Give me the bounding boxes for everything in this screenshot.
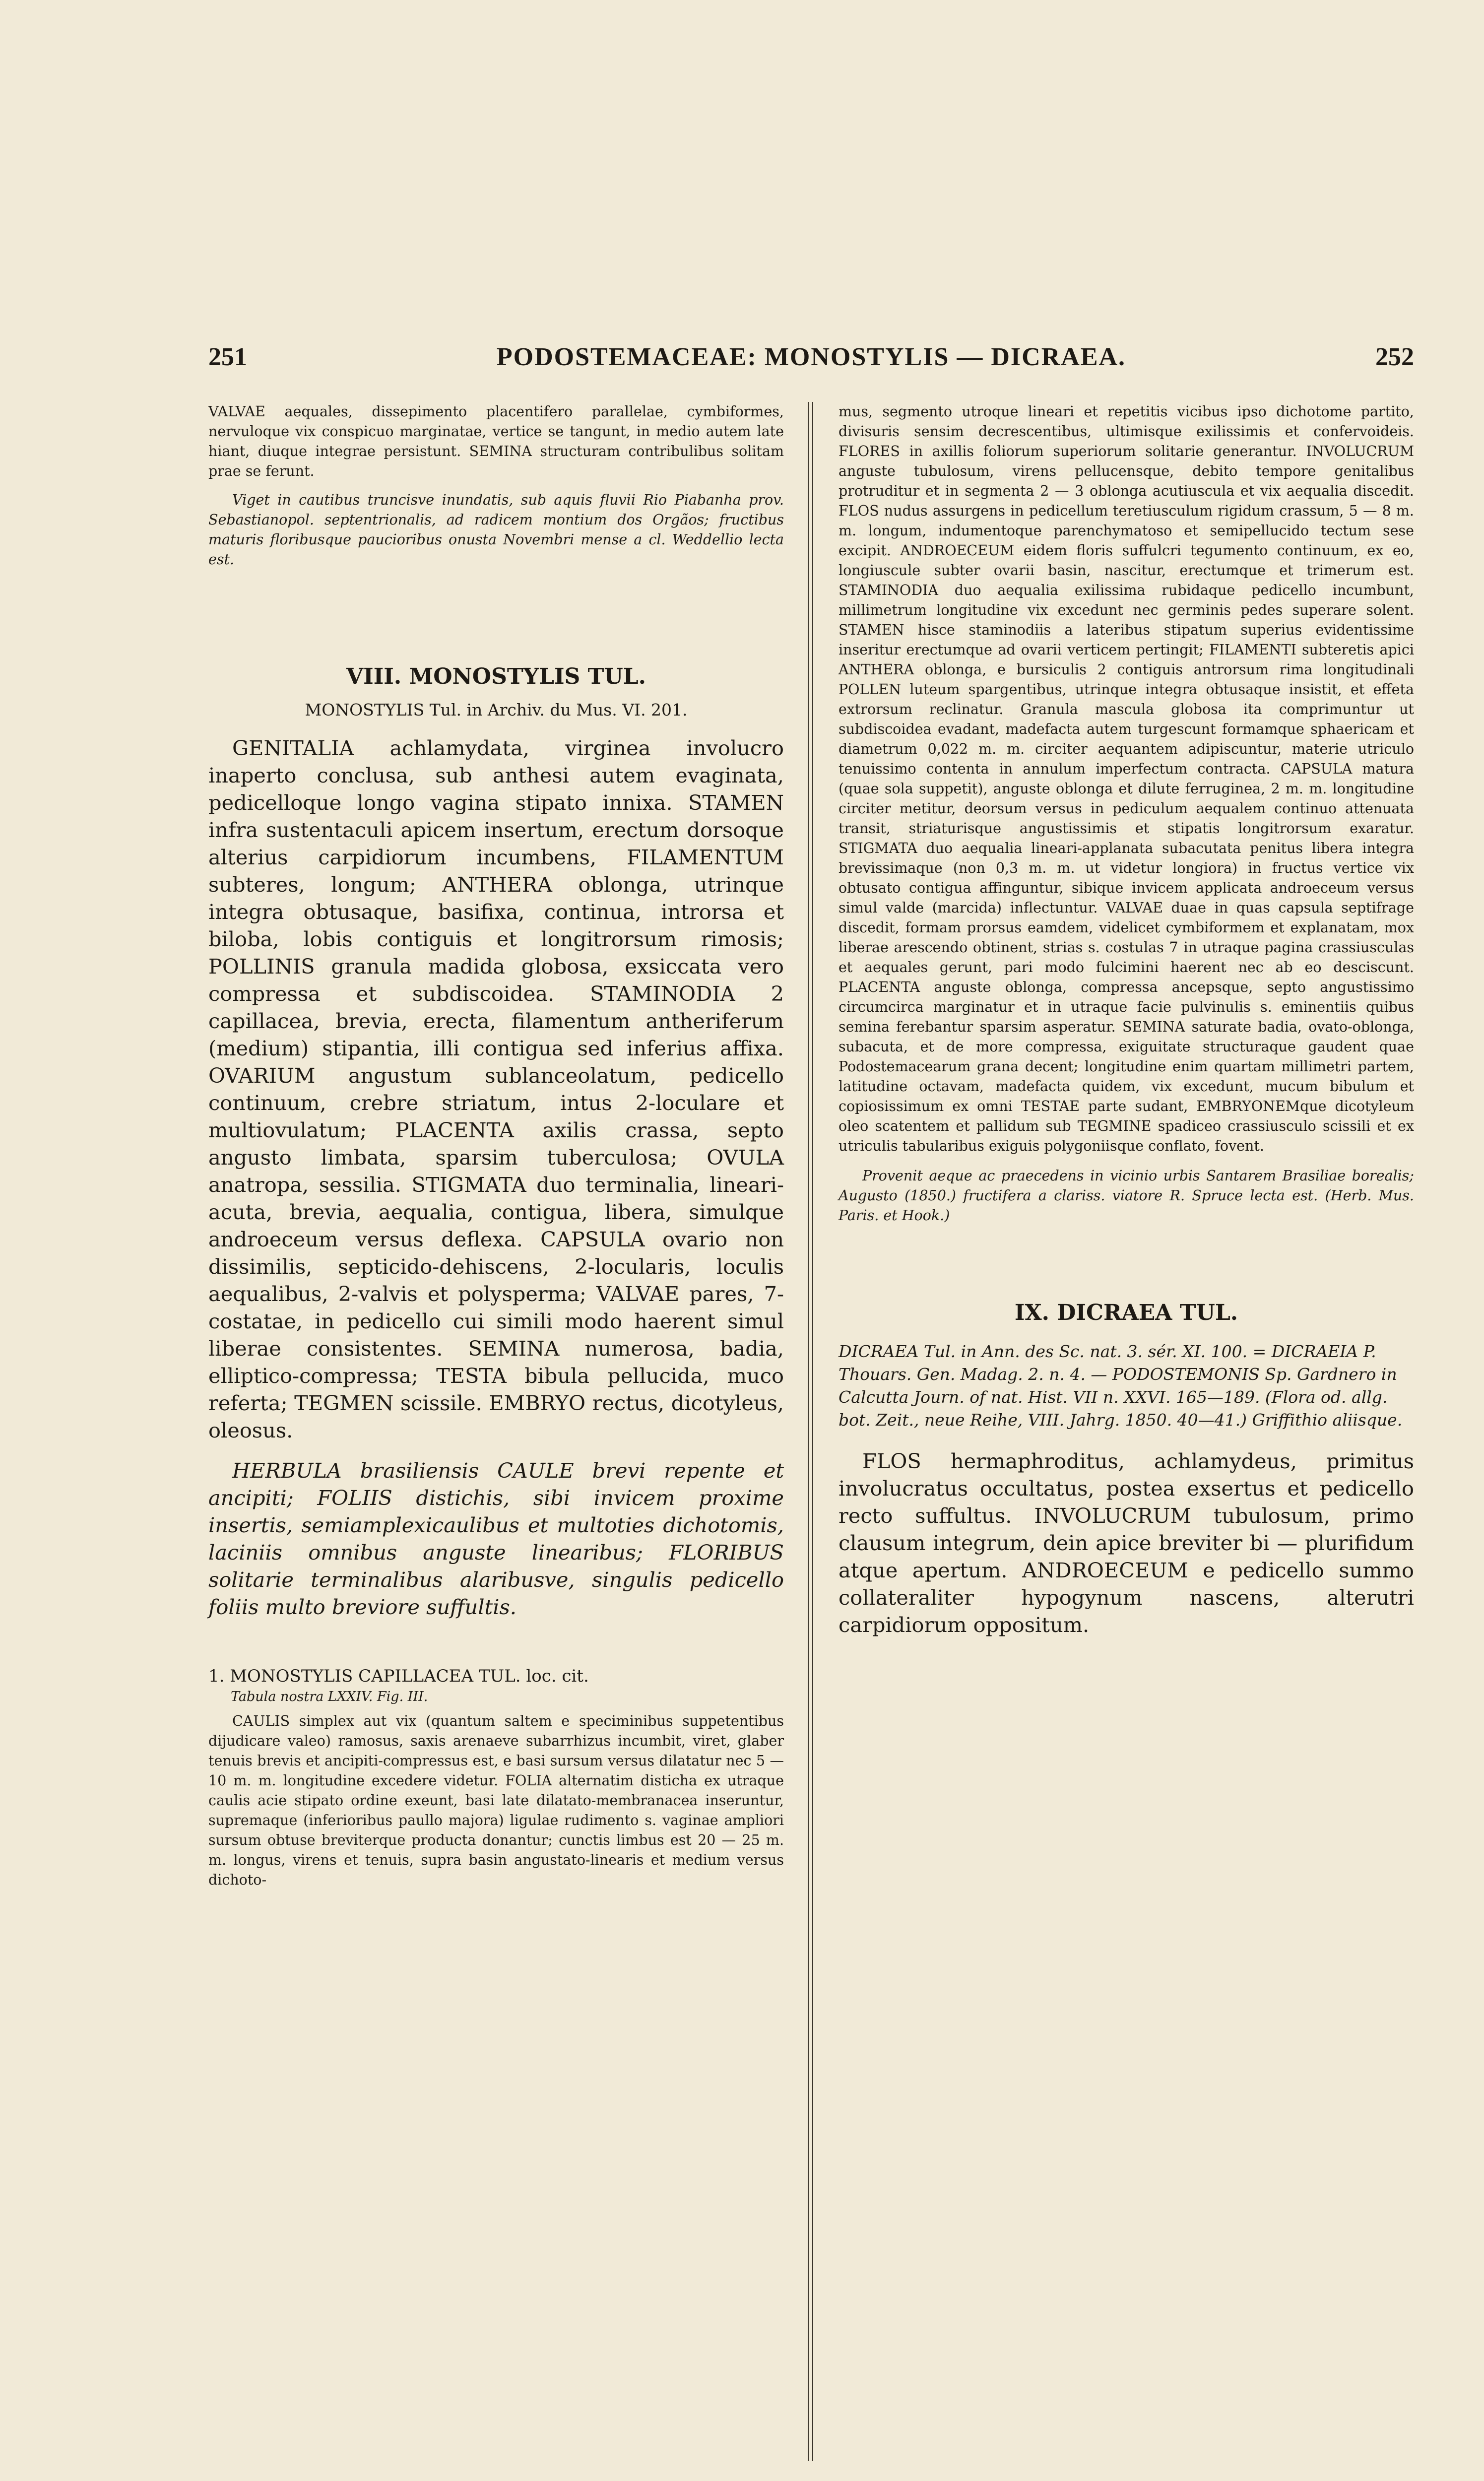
page-number-right: 252 (1375, 343, 1414, 371)
habitat-note-species: Provenit aeque ac praecedens in vicinio urbis Santarem Brasiliae borealis; Augusto (1850.) fructifera a clariss. viatore R. Spruce lecta est. (Herb. Mus. Paris. et Hook.) (839, 1168, 1414, 1224)
species-description-continued: mus, segmento utroque lineari et repetitis vicibus ipso dichotome partito, divisuris sensim decrescentibus, ultimisque exilissimis et confervoideis. FLORES in axillis foliorum superiorum solitarie generantur. INVOLUCRUM anguste tubulosum, virens pellucensque, debito tempore genitalibus protruditur et in segmenta 2 — 3 oblonga acutiuscula et vix aequalia discedit. FLOS nudus assurgens in pedicellum teretiusculum rigidum crassum, 5 — 8 m. m. longum, indumentoque parenchymatoso et semipellucido tectum sese excipit. ANDROECEUM eidem floris suffulcri tegumento continuum, ex eo, longiuscule subter ovarii basin, nascitur, erectumque et trimerum est. STAMINODIA duo aequalia exilissima rubidaque pedicello incumbunt, millimetrum longitudine vix excedunt nec germinis pedes superare solent. STAMEN hisce staminodiis a lateribus stipatum superius evidentissime inseritur erectumque ad ovarii verticem pertingit; FILAMENTI subteretis apici ANTHERA oblonga, e bursiculis 2 contiguis antrorsum rima longitudinali POLLEN luteum spargentibus, utrinque integra obtusaque insistit, et effeta extrorsum reclinatur. Granula mascula globosa ita comprimuntur ut subdiscoidea evadant, madefacta autem turgescunt formamque sphaericam et diametrum 0,022 m. m. circiter aequantem adipiscuntur, materie utriculo tenuissimo contenta in annulum imperfectum contracta. CAPSULA matura (quae sola suppetit), anguste oblonga et dilute ferruginea, 2 m. m. longitudine circiter metitur, deorsum versus in pediculum aequalem continuo attenuata transit, striaturisque angustissimis et stipatis longitrorsum exaratur. STIGMATA duo aequalia lineari-applanata subacutata penitus libera integra brevissimaque (non 0,3 m. m. ut videtur longiora) in fructus vertice vix obtusato contigua affinguntur, sibique invicem applicata androeceum versus simul valde (marcida) inflectuntur. VALVAE duae in quas capsula septifrage discedit, formam prorsus eamdem, videlicet cymbiformem et explanatam, mox liberae arescendo obtinent, strias s. costulas 7 in utraque pagina crassiusculas et aequales gerunt, pari modo fulcimini haerent nec ab eo desciscunt. PLACENTA anguste oblonga, compressa ancepsque, septo angustissimo circumcirca marginatur et in utraque facie pulvinulis s. eminentiis quibus semina ferebantur sparsim asperatur. SEMINA saturate badia, ovato-oblonga, subacuta, et de more compressa, exiguitate structuraque gaudent quae Podostemacearum grana decent; longitudine enim quartam millimetri partem, latitudine octavam, madefacta quidem, vix excedunt, mucum bibulum et copiosissimum ex omni TESTAE parte sudant, EMBRYONEMque dicotyleum oleo scatentem et pallidum sub TEGMINE spadiceo crassiusculo scissili et ex utriculis tabularibus exiguis polygoniisque conflato, fovent. (839, 403, 1414, 1154)
habitat-note-monostylis: Viget in cautibus truncisve inundatis, sub aquis fluvii Rio Piabanha prov. Sebastianopol. septentrionalis, ad radicem montium dos Orgãos; fructibus maturis floribusque paucioribus onusta Novembri mense a cl. Weddellio lecta est. (208, 492, 784, 568)
running-title: PODOSTEMACEAE: MONOSTYLIS — DICRAEA. (496, 343, 1126, 371)
flos-description: FLOS hermaphroditus, achlamydeus, primitus involucratus occultatus, postea exsertus et pedicello recto suffultus. INVOLUCRUM tubulosum, primo clausum integrum, dein apice breviter bi — plurifidum atque apertum. ANDROECEUM e pedicello summo collateraliter hypogynum nascens, alterutri carpidiorum oppositum. (839, 1449, 1414, 1637)
left-column (208, 402, 784, 1890)
right-column (839, 402, 1414, 1638)
genitalia-description: GENITALIA achlamydata, virginea involucro inaperto conclusa, sub anthesi autem evaginata, pedicelloque longo vagina stipato innixa. STAMEN infra sustentaculi apicem insertum, erectum dorsoque alterius carpidiorum incumbens, FILAMENTUM subteres, longum; ANTHERA oblonga, utrinque integra obtusaque, basifixa, continua, introrsa et biloba, lobis contiguis et longitrorsum rimosis; POLLINIS granula madida globosa, exsiccata vero compressa et subdiscoidea. STAMINODIA 2 capillacea, brevia, erecta, filamentum antheriferum (medium) stipantia, illi contigua sed inferius affixa. OVARIUM angustum sublanceolatum, pedicello continuum, crebre striatum, intus 2-loculare et multiovulatum; PLACENTA axilis crassa, septo angusto limbata, sparsim tuberculosa; OVULA anatropa, sessilia. STIGMATA duo terminalia, lineari-acuta, brevia, aequalia, contigua, libera, simulque androeceum versus deflexa. CAPSULA ovario non dissimilis, septicido-dehiscens, 2-locularis, loculis aequalibus, 2-valvis et polysperma; VALVAE pares, 7-costatae, in pedicello cui simili modo haerent simul liberae consistentes. SEMINA numerosa, badia, elliptico-compressa; TESTA bibula pellucida, muco referta; TEGMEN scissile. EMBRYO rectus, dicotyleus, oleosus. (208, 736, 784, 1442)
genus-reference-monostylis: MONOSTYLIS Tul. in Archiv. du Mus. VI. 201. (305, 700, 688, 719)
genus-references-dicraea: DICRAEA Tul. in Ann. des Sc. nat. 3. sér. XI. 100. = DICRAEIA P. Thouars. Gen. Madag. 2. n. 4. — PODOSTEMONIS Sp. Gardnero in Calcutta Journ. of nat. Hist. VII n. XXVI. 165—189. (Flora od. allg. bot. Zeit., neue Reihe, VIII. Jahrg. 1850. 40—41.) Griffithio aliisque. (839, 1342, 1403, 1430)
herbula-description: HERBULA brasiliensis CAULE brevi repente et ancipiti; FOLIIS distichis, sibi invicem proxime insertis, semiamplexicaulibus et multoties dichotomis, laciniis omnibus anguste linearibus; FLORIBUS solitarie terminalibus alaribusve, singulis pedicello foliis multo breviore suffultis. (208, 1458, 784, 1619)
column-divider (808, 402, 813, 2461)
running-header (208, 342, 1414, 387)
valvae-paragraph: VALVAE aequales, dissepimento placentifero parallelae, cymbiformes, nervuloque vix conspicuo marginatae, vertice se tangunt, in medio autem late hiant, diuque integrae persistunt. SEMINA structuram contribulibus solitam prae se ferunt. (208, 403, 784, 479)
genus-heading-dicraea: IX. DICRAEA TUL. (1014, 1300, 1238, 1325)
genus-heading-monostylis: VIII. MONOSTYLIS TUL. (346, 664, 646, 689)
caulis-description: CAULIS simplex aut vix (quantum saltem e speciminibus suppetentibus dijudicare valeo) ramosus, saxis arenaeve subarrhizus incumbit, viret, glaber tenuis brevis et ancipiti-compressus est, e basi sursum versus dilatatur nec 5 — 10 m. m. longitudine excedere videtur. FOLIA alternatim disticha ex utraque caulis acie stipato ordine exeunt, basi late dilatato-membranacea inseruntur, supremaque (inferioribus paullo majora) ligulae rudimento s. vaginae ampliori sursum obtuse breviterque producta donantur; cunctis limbus est 20 — 25 m. m. longus, virens et tenuis, supra basin angustato-linearis et medium versus dichoto- (208, 1713, 784, 1888)
species-plate-reference: Tabula nostra LXXIV. Fig. III. (231, 1689, 428, 1704)
species-heading: 1. MONOSTYLIS CAPILLACEA TUL. loc. cit. (208, 1666, 589, 1686)
page-number-left: 251 (208, 343, 247, 371)
